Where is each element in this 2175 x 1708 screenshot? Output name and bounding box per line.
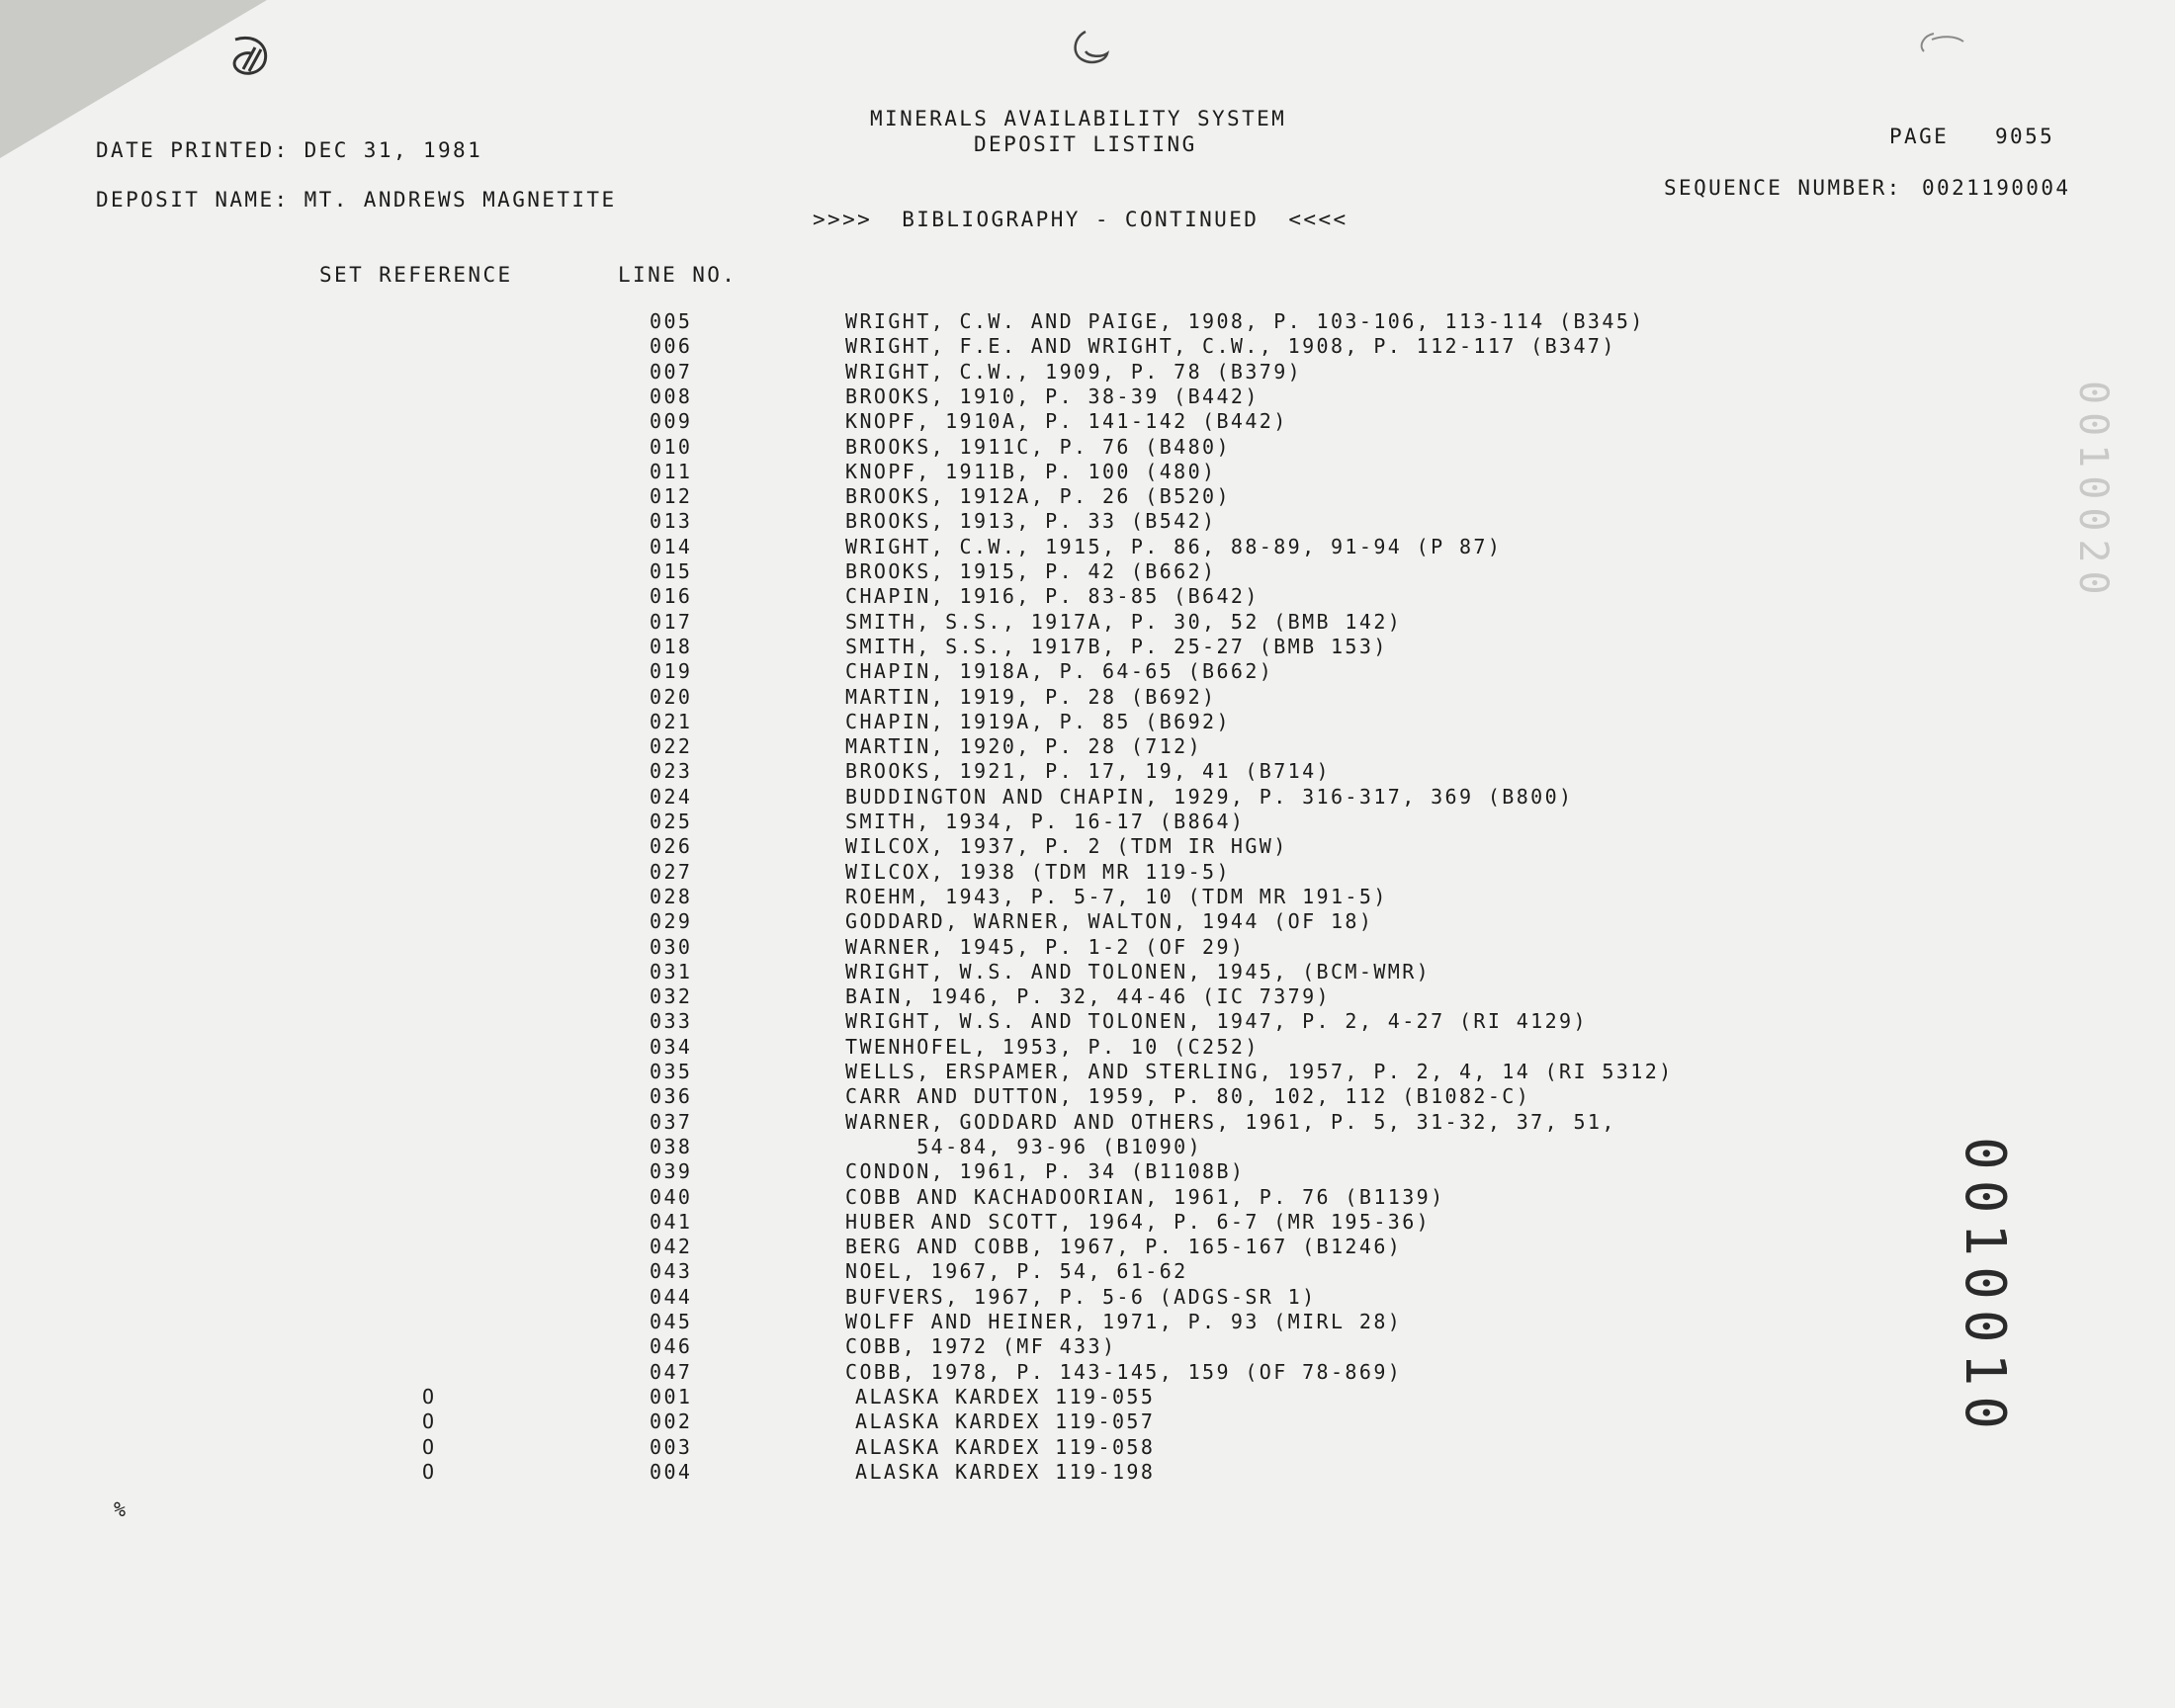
listing-title: DEPOSIT LISTING: [974, 132, 1197, 156]
line-number-cell: 002: [650, 1409, 693, 1434]
line-number-cell: 027: [650, 859, 693, 884]
end-mark: %: [114, 1497, 129, 1521]
line-number-cell: 024: [650, 784, 693, 809]
set-reference-cell: O: [422, 1434, 437, 1459]
line-number-cell: 003: [650, 1434, 693, 1459]
line-number-cell: 029: [650, 909, 693, 934]
citation-cell: CHAPIN, 1919A, P. 85 (B692): [845, 709, 1231, 733]
citation-cell: WOLFF AND HEINER, 1971, P. 93 (MIRL 28): [845, 1310, 1403, 1333]
citation-cell: BROOKS, 1910, P. 38-39 (B442): [845, 384, 1260, 408]
line-number-cell: 041: [650, 1209, 693, 1234]
citation-cell: WRIGHT, W.S. AND TOLONEN, 1945, (BCM-WMR): [845, 959, 1432, 983]
citation-cell: CHAPIN, 1916, P. 83-85 (B642): [845, 584, 1260, 609]
line-number-cell: 005: [650, 309, 693, 333]
citation-cell: WILCOX, 1937, P. 2 (TDM IR HGW): [845, 834, 1288, 859]
line-number-cell: 007: [650, 359, 693, 384]
citation-cell: SMITH, S.S., 1917B, P. 25-27 (BMB 153): [845, 634, 1388, 658]
citation-cell: WRIGHT, W.S. AND TOLONEN, 1947, P. 2, 4-27 (RI 4129): [845, 1009, 1588, 1034]
line-number-cell: 034: [650, 1034, 693, 1059]
page-label: PAGE: [1889, 125, 1950, 148]
line-number-cell: 023: [650, 759, 693, 784]
line-number-cell: 018: [650, 634, 693, 658]
citation-cell: SMITH, S.S., 1917A, P. 30, 52 (BMB 142): [845, 609, 1403, 634]
citation-cell: COBB AND KACHADOORIAN, 1961, P. 76 (B1139): [845, 1184, 1445, 1209]
citation-cell: ALASKA KARDEX 119-058: [855, 1434, 1156, 1459]
citation-cell: BERG AND COBB, 1967, P. 165-167 (B1246): [845, 1235, 1403, 1259]
page-number: 9055: [1995, 125, 2055, 148]
line-number-cell: 014: [650, 534, 693, 558]
line-number-cell: 033: [650, 1009, 693, 1034]
line-number-cell: 013: [650, 509, 693, 534]
citation-cell: WRIGHT, C.W., 1909, P. 78 (B379): [845, 359, 1303, 384]
line-number-cell: 001: [650, 1384, 693, 1409]
line-number-cell: 012: [650, 484, 693, 509]
line-number-cell: 047: [650, 1359, 693, 1384]
date-printed: DATE PRINTED: DEC 31, 1981: [96, 138, 483, 162]
line-number-cell: 035: [650, 1060, 693, 1083]
line-number-cell: 025: [650, 810, 693, 833]
line-number-cell: 017: [650, 609, 693, 634]
handwritten-mark-center: [1066, 28, 1115, 71]
citation-cell: MARTIN, 1920, P. 28 (712): [845, 734, 1203, 759]
line-number-cell: 022: [650, 734, 693, 759]
citation-cell: BAIN, 1946, P. 32, 44-46 (IC 7379): [845, 984, 1331, 1009]
citation-cell: BROOKS, 1912A, P. 26 (B520): [845, 484, 1231, 509]
citation-cell: WARNER, 1945, P. 1-2 (OF 29): [845, 934, 1246, 959]
line-number-cell: 036: [650, 1084, 693, 1109]
line-number-cell: 020: [650, 684, 693, 709]
line-number-cell: 004: [650, 1459, 693, 1484]
line-number-cell: 037: [650, 1109, 693, 1134]
citation-cell: COBB, 1978, P. 143-145, 159 (OF 78-869): [845, 1359, 1403, 1384]
line-number-cell: 042: [650, 1235, 693, 1259]
citation-cell: GODDARD, WARNER, WALTON, 1944 (OF 18): [845, 909, 1374, 934]
line-number-cell: 019: [650, 659, 693, 684]
line-number-cell: 021: [650, 709, 693, 733]
citation-cell: 54-84, 93-96 (B1090): [845, 1134, 1203, 1158]
citation-cell: BUDDINGTON AND CHAPIN, 1929, P. 316-317, 369 (B800): [845, 784, 1574, 809]
citation-cell: WRIGHT, C.W., 1915, P. 86, 88-89, 91-94 (P 87): [845, 534, 1503, 558]
line-number-cell: 010: [650, 434, 693, 459]
set-reference-cell: O: [422, 1409, 437, 1434]
line-number-cell: 038: [650, 1134, 693, 1158]
citation-cell: CARR AND DUTTON, 1959, P. 80, 102, 112 (B1082-C): [845, 1084, 1531, 1109]
line-number-cell: 032: [650, 984, 693, 1009]
citation-cell: BROOKS, 1921, P. 17, 19, 41 (B714): [845, 759, 1331, 784]
column-header-set-reference: SET REFERENCE: [319, 263, 513, 287]
handwritten-mark-right: [1912, 30, 1967, 59]
column-header-line-no: LINE NO.: [618, 263, 738, 287]
citation-cell: CONDON, 1961, P. 34 (B1108B): [845, 1159, 1246, 1184]
line-number-cell: 028: [650, 884, 693, 908]
section-title: >>>> BIBLIOGRAPHY - CONTINUED <<<<: [813, 208, 1348, 231]
handwritten-mark-left: [225, 32, 275, 81]
citation-cell: ALASKA KARDEX 119-055: [855, 1384, 1156, 1409]
line-number-cell: 039: [650, 1159, 693, 1184]
system-title: MINERALS AVAILABILITY SYSTEM: [870, 107, 1287, 130]
citation-cell: BROOKS, 1913, P. 33 (B542): [845, 509, 1217, 534]
margin-stamp-number: 0010010: [1953, 1137, 2017, 1440]
line-number-cell: 016: [650, 584, 693, 609]
line-number-cell: 026: [650, 834, 693, 859]
citation-cell: BROOKS, 1915, P. 42 (B662): [845, 559, 1217, 583]
citation-cell: NOEL, 1967, P. 54, 61-62: [845, 1259, 1188, 1284]
line-number-cell: 015: [650, 559, 693, 583]
citation-cell: WRIGHT, C.W. AND PAIGE, 1908, P. 103-106, 113-114 (B345): [845, 309, 1645, 333]
sequence-number: 0021190004: [1922, 176, 2071, 200]
line-number-cell: 011: [650, 459, 693, 483]
citation-cell: BROOKS, 1911C, P. 76 (B480): [845, 434, 1231, 459]
set-reference-cell: O: [422, 1384, 437, 1409]
citation-cell: WRIGHT, F.E. AND WRIGHT, C.W., 1908, P. 112-117 (B347): [845, 334, 1616, 359]
sequence-label: SEQUENCE NUMBER:: [1664, 176, 1902, 200]
citation-cell: MARTIN, 1919, P. 28 (B692): [845, 684, 1217, 709]
line-number-cell: 008: [650, 384, 693, 408]
citation-cell: COBB, 1972 (MF 433): [845, 1334, 1117, 1359]
citation-cell: WELLS, ERSPAMER, AND STERLING, 1957, P. 2, 4, 14 (RI 5312): [845, 1060, 1674, 1083]
line-number-cell: 045: [650, 1310, 693, 1333]
line-number-cell: 031: [650, 959, 693, 983]
citation-cell: SMITH, 1934, P. 16-17 (B864): [845, 810, 1246, 833]
citation-cell: KNOPF, 1911B, P. 100 (480): [845, 459, 1217, 483]
line-number-cell: 044: [650, 1284, 693, 1309]
citation-cell: KNOPF, 1910A, P. 141-142 (B442): [845, 409, 1288, 434]
citation-cell: TWENHOFEL, 1953, P. 10 (C252): [845, 1034, 1260, 1059]
citation-cell: CHAPIN, 1918A, P. 64-65 (B662): [845, 659, 1274, 684]
line-number-cell: 030: [650, 934, 693, 959]
line-number-cell: 046: [650, 1334, 693, 1359]
citation-cell: ALASKA KARDEX 119-198: [855, 1459, 1156, 1484]
citation-cell: HUBER AND SCOTT, 1964, P. 6-7 (MR 195-36): [845, 1209, 1432, 1234]
set-reference-cell: O: [422, 1459, 437, 1484]
citation-cell: WARNER, GODDARD AND OTHERS, 1961, P. 5, 31-32, 37, 51,: [845, 1109, 1616, 1134]
line-number-cell: 043: [650, 1259, 693, 1284]
citation-cell: WILCOX, 1938 (TDM MR 119-5): [845, 859, 1231, 884]
citation-cell: BUFVERS, 1967, P. 5-6 (ADGS-SR 1): [845, 1284, 1317, 1309]
line-number-cell: 006: [650, 334, 693, 359]
citation-cell: ALASKA KARDEX 119-057: [855, 1409, 1156, 1434]
line-number-cell: 009: [650, 409, 693, 434]
deposit-name: DEPOSIT NAME: MT. ANDREWS MAGNETITE: [96, 188, 617, 212]
line-number-cell: 040: [650, 1184, 693, 1209]
citation-cell: ROEHM, 1943, P. 5-7, 10 (TDM MR 191-5): [845, 884, 1388, 908]
margin-faint-number: 0010020: [2070, 381, 2116, 603]
